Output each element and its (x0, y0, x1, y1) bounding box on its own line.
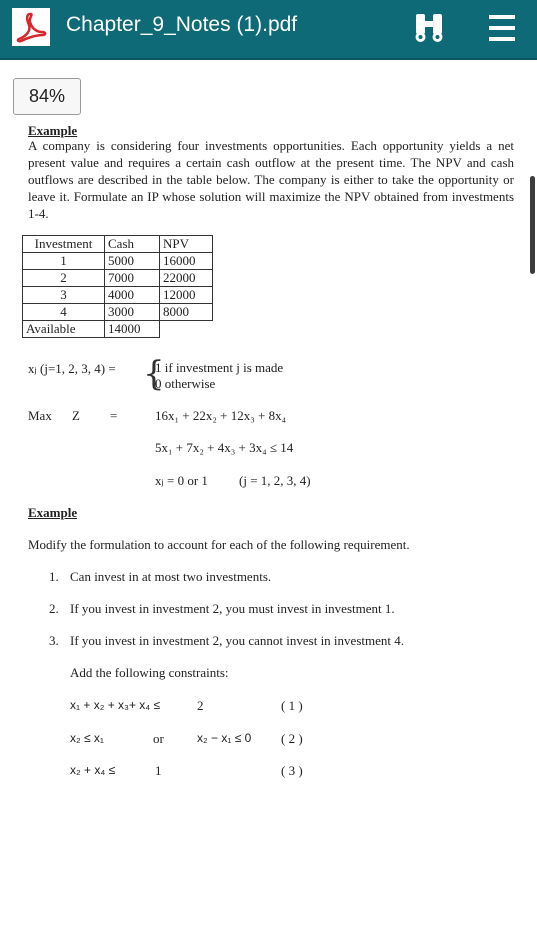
table-header: Investment (23, 236, 105, 253)
definition-case-1: 1 if investment j is made (155, 360, 284, 375)
constraint-3-lhs: x₂ + x₄ ≤ (70, 763, 116, 777)
list-item: If you invest in investment 2, you must invest in investment 1. (70, 601, 395, 616)
scrollbar-thumb[interactable] (530, 176, 535, 274)
constraint-1-label: ( 1 ) (281, 698, 303, 713)
table-cell: 7000 (105, 270, 160, 287)
constraint-2-alt: x₂ − x₁ ≤ 0 (197, 731, 252, 745)
menu-icon[interactable] (487, 12, 517, 44)
empty-cell (160, 321, 213, 338)
budget-constraint: 5x₁ + 7x₂ + 4x₃ + 3x₄ ≤ 14 (155, 440, 294, 455)
table-cell: 3 (23, 287, 105, 304)
table-cell: 16000 (160, 253, 213, 270)
objective-max: Max (28, 408, 52, 423)
available-value: 14000 (105, 321, 160, 338)
table-cell: 4000 (105, 287, 160, 304)
app-toolbar (0, 0, 537, 60)
table-header-row (23, 236, 213, 253)
list-number: 3. (49, 633, 59, 648)
table-cell: 8000 (160, 304, 213, 321)
add-constraints-text: Add the following constraints: (70, 665, 229, 680)
table-cell: 2 (23, 270, 105, 287)
objective-z: Z (72, 408, 80, 423)
table-cell: 12000 (160, 287, 213, 304)
objective-equals: = (110, 408, 118, 423)
table-header: Cash (105, 236, 160, 253)
example-intro: Modify the formulation to account for each of the following requirement. (28, 537, 410, 552)
constraint-2-label: ( 2 ) (281, 731, 303, 746)
example-heading: Example (28, 505, 78, 520)
table-row (23, 253, 213, 270)
constraint-1-rhs: 2 (197, 698, 204, 713)
list-number: 1. (49, 569, 59, 584)
constraint-2-lhs: x₂ ≤ x₁ (70, 731, 104, 745)
table-row (23, 270, 213, 287)
constraint-3-label: ( 3 ) (281, 763, 303, 778)
variable-definition-lhs: xⱼ (j=1, 2, 3, 4) = (28, 361, 116, 376)
binoculars-icon[interactable] (413, 12, 445, 44)
constraint-2-or: or (153, 731, 164, 746)
objective-expression: 16x₁ + 22x₂ + 12x₃ + 8x₄ (155, 408, 287, 423)
binary-constraint: xⱼ = 0 or 1 (155, 473, 208, 488)
table-cell: 22000 (160, 270, 213, 287)
table-cell: 4 (23, 304, 105, 321)
table-row (23, 287, 213, 304)
investment-table (22, 235, 213, 338)
list-item: If you invest in investment 2, you cannot invest in investment 4. (70, 633, 404, 648)
table-cell: 3000 (105, 304, 160, 321)
problem-paragraph: A company is considering four investments opportunities. Each opportunity yields a net present value and requires a certain cash outflow at the present time. The NPV and cash outflows are described in the table below. The company is either to take the opportunity or leave it. Formulate an IP whose solution will maximize the NPV obtained from investments 1-4. (28, 138, 514, 221)
list-number: 2. (49, 601, 59, 616)
table-cell: 1 (23, 253, 105, 270)
zoom-level[interactable]: 84% (13, 78, 81, 115)
list-item: Can invest in at most two investments. (70, 569, 272, 584)
table-cell: 5000 (105, 253, 160, 270)
document-title: Chapter_9_Notes (1).pdf (66, 13, 298, 36)
binary-range: (j = 1, 2, 3, 4) (239, 473, 311, 488)
brace-symbol: { (143, 354, 165, 394)
constraint-1-lhs: x₁ + x₂ + x₃+ x₄ ≤ (70, 698, 161, 712)
constraint-3-rhs: 1 (155, 763, 162, 778)
definition-case-2: 0 otherwise (155, 376, 216, 391)
example-heading: Example (28, 123, 78, 138)
table-row (23, 304, 213, 321)
pdf-icon[interactable] (12, 8, 50, 46)
table-header: NPV (160, 236, 213, 253)
available-label: Available (23, 321, 105, 338)
table-row-available (23, 321, 213, 338)
